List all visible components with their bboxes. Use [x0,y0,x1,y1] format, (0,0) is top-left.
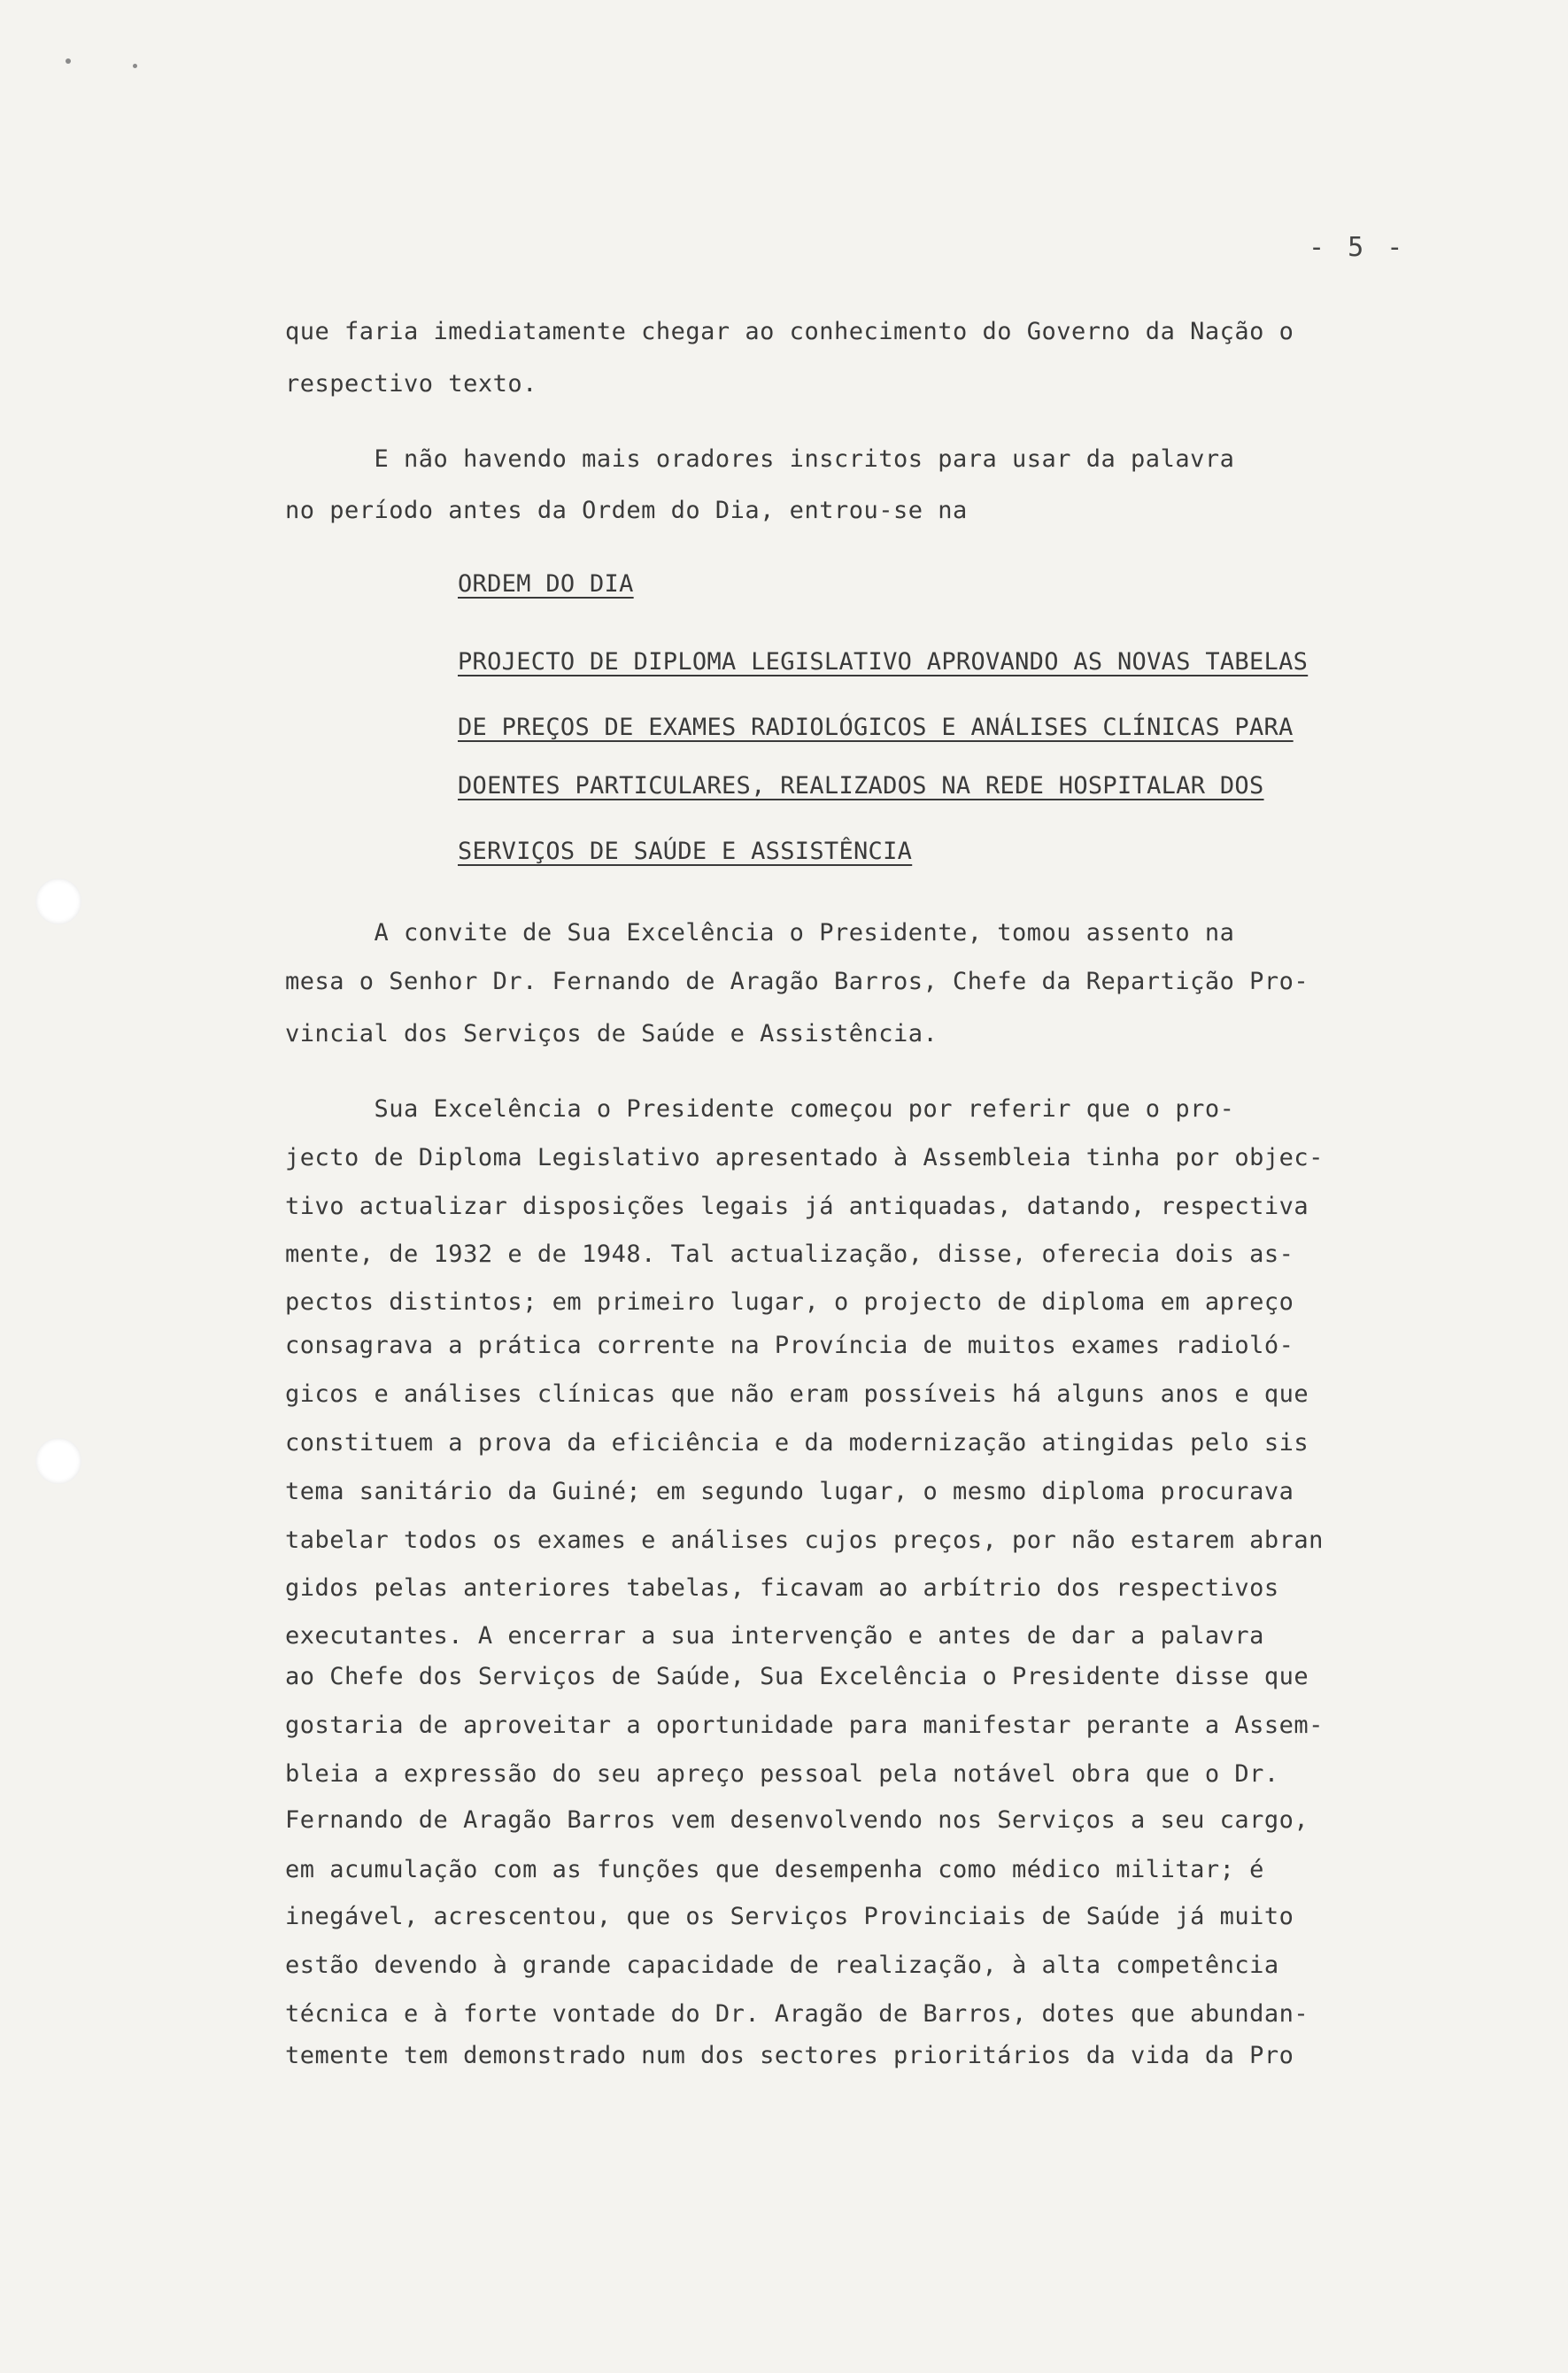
paper-speck-mark [133,64,137,68]
para4-line: gostaria de aproveitar a oportunidade para manifestar perante a Assem- [285,1712,1324,1739]
para4-line: temente tem demonstrado num dos sectores prioritários da vida da Pro [285,2042,1294,2069]
section-heading: ORDEM DO DIA [458,570,634,598]
para4-line: Sua Excelência o Presidente começou por referir que o pro- [285,1095,1235,1123]
para4-line: jecto de Diploma Legislativo apresentado à Assembleia tinha por objec- [285,1144,1324,1171]
para4-line: inegável, acrescentou, que os Serviços Provinciais de Saúde já muito [285,1903,1294,1930]
para1-line: respectivo texto. [285,370,537,398]
para4-line: bleia a expressão do seu apreço pessoal pela notável obra que o Dr. [285,1760,1279,1788]
paper-speck-mark [66,58,71,64]
para4-line: em acumulação com as funções que desempenha como médico militar; é [285,1856,1264,1883]
para4-line: constituem a prova da eficiência e da modernização atingidas pelo sis [285,1429,1309,1457]
para3-line: A convite de Sua Excelência o Presidente, tomou assento na [285,919,1235,947]
para4-line: tabelar todos os exames e análises cujos preços, por não estarem abran [285,1527,1324,1554]
page-number: - 5 - [1309,232,1407,263]
para4-line: gidos pelas anteriores tabelas, ficavam ao arbítrio dos respectivos [285,1574,1279,1602]
para4-line: ao Chefe dos Serviços de Saúde, Sua Excelência o Presidente disse que [285,1663,1309,1690]
para4-line: Fernando de Aragão Barros vem desenvolvendo nos Serviços a seu cargo, [285,1806,1309,1834]
para3-line: mesa o Senhor Dr. Fernando de Aragão Barros, Chefe da Repartição Pro- [285,968,1309,995]
para4-line: pectos distintos; em primeiro lugar, o projecto de diploma em apreço [285,1288,1294,1316]
para4-line: técnica e à forte vontade do Dr. Aragão de Barros, dotes que abundan- [285,2000,1309,2028]
para4-line: tivo actualizar disposições legais já antiquadas, datando, respectiva [285,1193,1309,1220]
para2-line: no período antes da Ordem do Dia, entrou-se na [285,497,968,524]
project-title-line: PROJECTO DE DIPLOMA LEGISLATIVO APROVANDO AS NOVAS TABELAS [458,648,1309,676]
project-title-line: DE PREÇOS DE EXAMES RADIOLÓGICOS E ANÁLISES CLÍNICAS PARA [458,714,1294,741]
para4-line: consagrava a prática corrente na Província de muitos exames radioló- [285,1332,1294,1359]
para4-line: gicos e análises clínicas que não eram possíveis há alguns anos e que [285,1380,1309,1408]
para3-line: vincial dos Serviços de Saúde e Assistência. [285,1020,938,1047]
project-title-line: SERVIÇOS DE SAÚDE E ASSISTÊNCIA [458,838,913,865]
para2-line: E não havendo mais oradores inscritos para usar da palavra [285,445,1235,473]
project-title-line: DOENTES PARTICULARES, REALIZADOS NA REDE HOSPITALAR DOS [458,772,1264,800]
punch-hole-lower [35,1438,81,1484]
punch-hole-upper [35,878,81,924]
para1-line: que faria imediatamente chegar ao conhecimento do Governo da Nação o [285,318,1294,345]
para4-line: executantes. A encerrar a sua intervenção e antes de dar a palavra [285,1622,1264,1650]
para4-line: mente, de 1932 e de 1948. Tal actualização, disse, oferecia dois as- [285,1241,1294,1268]
para4-line: tema sanitário da Guiné; em segundo lugar, o mesmo diploma procurava [285,1478,1294,1505]
para4-line: estão devendo à grande capacidade de realização, à alta competência [285,1952,1279,1979]
